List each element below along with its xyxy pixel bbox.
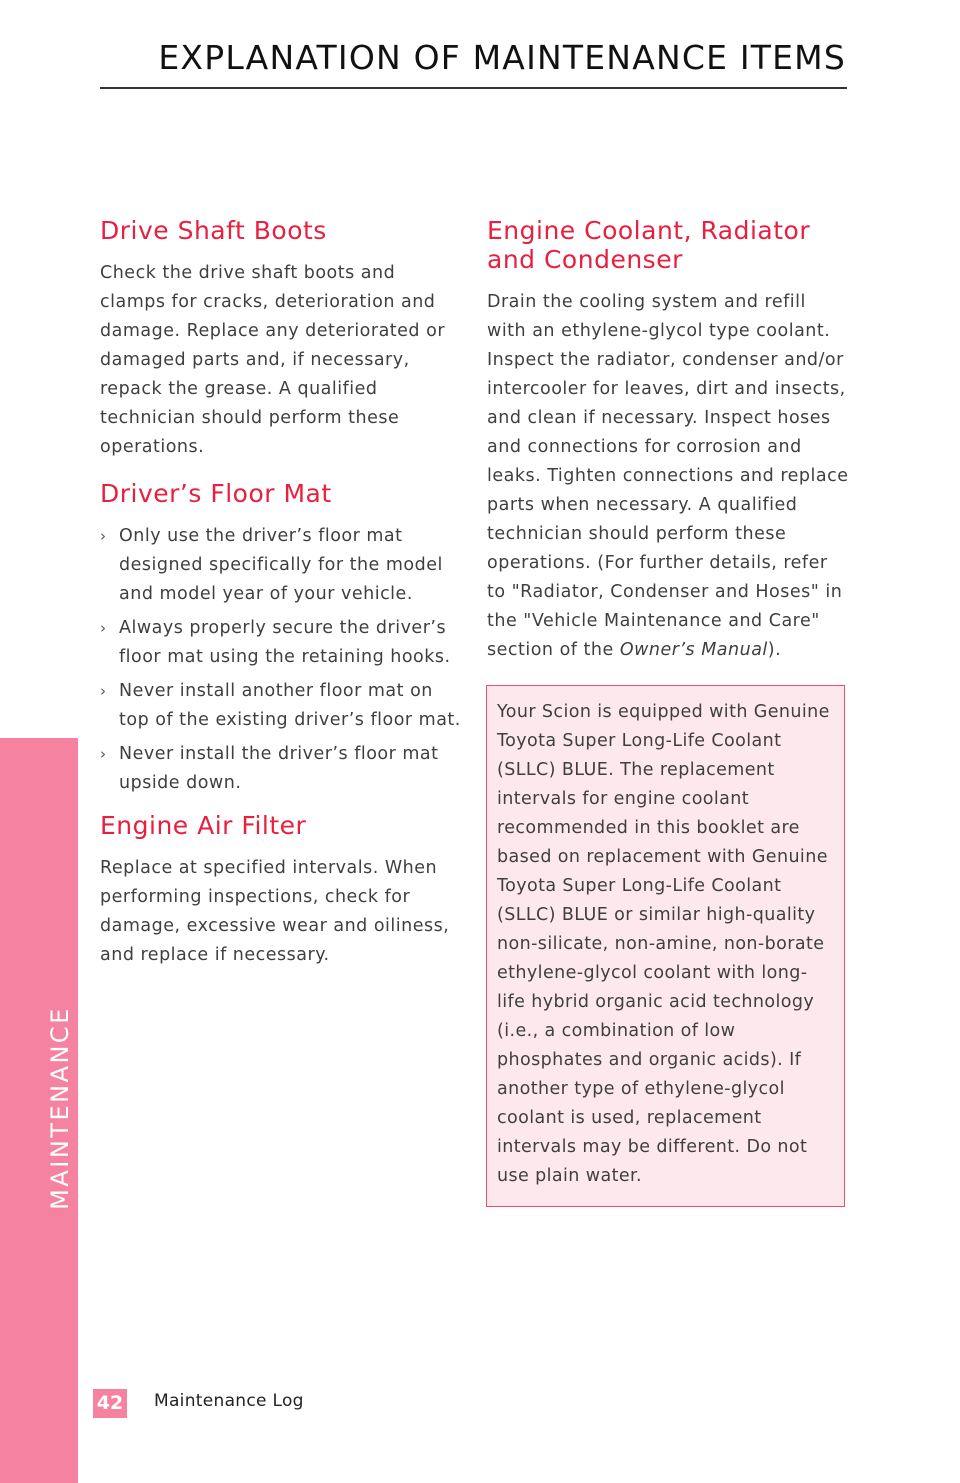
- air-filter-body: Replace at specified intervals. When performing inspections, check for damage, excessive wear and oiliness, and replace if necessary.: [100, 858, 450, 965]
- list-item-text: Never install the driver’s floor mat upside down.: [119, 744, 439, 793]
- coolant-body: [487, 288, 849, 665]
- list-item: [100, 740, 462, 798]
- list-item: [100, 614, 462, 672]
- coolant-body-end: ).: [767, 640, 782, 660]
- coolant-notice-text: Your Scion is equipped with Genuine Toyota Super Long-Life Coolant (SLLC) BLUE. The replacement intervals for engine coolant recommended in this booklet are based on replacement with Genuine Toyota Super Long-Life Coolant (SLLC) BLUE or similar high-quality non-silicate, non-amine, non-borate ethylene-glycol coolant with long-life hybrid organic acid technology (i.e., a combination of low phosphates and organic acids). If another type of ethylene-glycol coolant is used, replacement intervals may be different. Do not use plain water.: [497, 702, 830, 1186]
- list-item: [100, 522, 462, 609]
- coolant-notice-box: [486, 685, 845, 1207]
- coolant-heading: Engine Coolant, Radiator and Condenser: [487, 216, 811, 274]
- drive-shaft-heading: Drive Shaft Boots: [100, 216, 327, 245]
- bullet-marker: ›: [100, 682, 107, 700]
- floor-mat-heading: Driver’s Floor Mat: [100, 479, 332, 508]
- air-filter-heading: Engine Air Filter: [100, 811, 307, 840]
- drive-shaft-body: Check the drive shaft boots and clamps for cracks, deterioration and damage. Replace any deteriorated or damaged parts and, if necessary, repack the grease. A qualified technician should perform these operations.: [100, 263, 446, 457]
- floor-mat-list: [100, 522, 462, 798]
- bullet-marker: ›: [100, 619, 107, 637]
- page-title: EXPLANATION OF MAINTENANCE ITEMS: [158, 38, 846, 77]
- list-item: [100, 677, 462, 735]
- right-column: [487, 216, 849, 665]
- list-item-text: Never install another floor mat on top of the existing driver’s floor mat.: [119, 681, 461, 730]
- left-column: [100, 216, 462, 970]
- manual-title: Owner’s Manual: [619, 640, 768, 660]
- bullet-marker: ›: [100, 527, 107, 545]
- coolant-body-text: Drain the cooling system and refill with an ethylene-glycol type coolant. Inspect the radiator, condenser and/or intercooler for leaves, dirt and insects, and clean if necessary. Inspect hoses and connections for corrosion and leaks. Tighten connections and replace parts when necessary. A qualified technician should perform these operations. (For further details, refer to "Radiator, Condenser and Hoses" in the "Vehicle Maintenance and Care" section of the: [487, 292, 849, 660]
- list-item-text: Always properly secure the driver’s floor mat using the retaining hooks.: [119, 618, 451, 667]
- bullet-marker: ›: [100, 745, 107, 763]
- page-number: 42: [93, 1389, 127, 1418]
- section-side-label: MAINTENANCE: [46, 1006, 74, 1210]
- list-item-text: Only use the driver’s floor mat designed specifically for the model and model year of your vehicle.: [119, 526, 443, 604]
- header-rule: [100, 87, 847, 89]
- footer-label: Maintenance Log: [154, 1391, 304, 1411]
